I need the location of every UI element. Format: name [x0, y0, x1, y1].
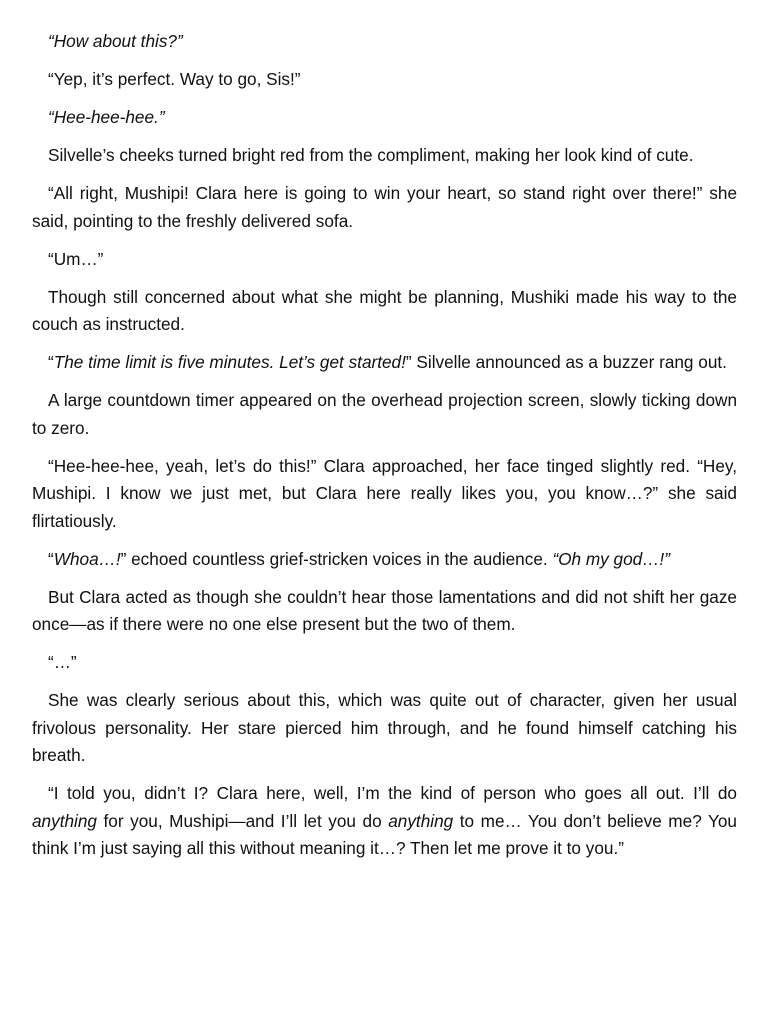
text-segment: ” echoed countless grief-stricken voices in the audience.	[120, 548, 553, 569]
text-segment: “I told you, didn’t I? Clara here, well, I’m the kind of person who goes all out. I’ll do	[48, 783, 737, 803]
text-segment: “Yep, it’s perfect. Way to go, Sis!”	[48, 69, 301, 89]
italic-text-segment: anything	[388, 810, 454, 831]
text-segment: “	[48, 352, 54, 372]
paragraph	[32, 546, 737, 574]
text-segment: ” Silvelle announced as a buzzer rang out.	[405, 352, 727, 372]
italic-text-segment: Whoa…!	[53, 548, 121, 569]
paragraph	[32, 649, 737, 677]
paragraph	[32, 349, 737, 377]
paragraph	[32, 387, 737, 442]
text-segment: Though still concerned about what she might be planning, Mushiki made his way to the couch as instructed.	[32, 286, 737, 334]
text-segment: “Um…”	[48, 248, 104, 269]
italic-text-segment: “Oh my god…!”	[552, 548, 670, 569]
italic-text-segment: The time limit is five minutes. Let’s get started!	[53, 352, 406, 372]
paragraph	[32, 66, 737, 94]
paragraph	[32, 284, 737, 339]
text-segment: “Hee-hee-hee, yeah, let’s do this!” Clara approached, her face tinged slightly red. “Hey, Mushipi. I know we just met, but Clara here really likes you, you know…?” she said flirtatiously.	[32, 455, 737, 531]
text-segment: “	[48, 548, 54, 569]
text-segment: She was clearly serious about this, which was quite out of character, given her usual frivolous personality. Her stare pierced him through, and he found himself catching his breath.	[32, 690, 737, 765]
text-segment: to me… You don’t believe me? You think I’m just saying all this without meaning it…? Then let me prove it to you.”	[32, 810, 737, 858]
paragraph	[32, 584, 737, 639]
paragraph	[32, 28, 737, 56]
italic-text-segment: “How about this?”	[48, 31, 183, 51]
paragraph	[32, 780, 737, 863]
paragraph	[32, 453, 737, 536]
text-segment: “All right, Mushipi! Clara here is going to win your heart, so stand right over there!” she said, pointing to the freshly delivered sofa.	[32, 183, 737, 231]
text-segment: A large countdown timer appeared on the overhead projection screen, slowly ticking down to zero.	[32, 390, 737, 438]
paragraph	[32, 142, 737, 170]
paragraph	[32, 180, 737, 235]
text-segment: Silvelle’s cheeks turned bright red from the compliment, making her look kind of cute.	[48, 145, 694, 165]
paragraph	[32, 687, 737, 770]
paragraph	[32, 246, 737, 274]
text-segment: But Clara acted as though she couldn’t hear those lamentations and did not shift her gaze once—as if there were no one else present but the two of them.	[32, 586, 737, 634]
text-segment: for you, Mushipi—and I’ll let you do	[96, 810, 389, 831]
book-page	[32, 28, 737, 873]
italic-text-segment: “Hee-hee-hee.”	[48, 107, 165, 127]
text-body	[32, 28, 737, 863]
italic-text-segment: anything	[32, 810, 97, 831]
text-segment: “…”	[48, 652, 77, 672]
paragraph	[32, 104, 737, 132]
